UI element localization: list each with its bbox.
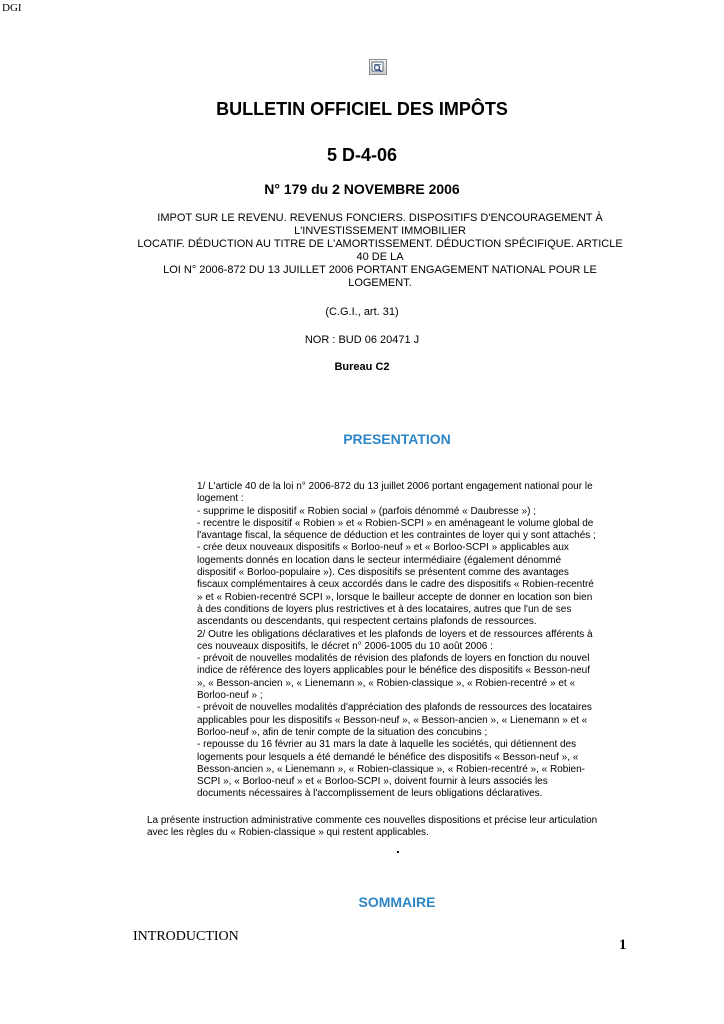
separator-dot: . [396, 840, 400, 856]
document-reference: 5 D-4-06 [326, 145, 398, 165]
search-document-button[interactable] [369, 59, 387, 75]
paragraph: - prévoit de nouvelles modalités de révision des plafonds de loyers en fonction du nouvel indice de référence des loyers applicables pour le bénéfice des dispositifs « Besson-neuf », « Besson-ancien », « Lienemann », « Robien-classique », « Robien-recentré » et « Borloo-neuf » ; [197, 653, 591, 702]
subject-line: IMPOT SUR LE REVENU. REVENUS FONCIERS. DISPOSITIFS D'ENCOURAGEMENT À L'INVESTISSEMENT IMMOBILIER [157, 212, 603, 237]
paragraph: 2/ Outre les obligations déclaratives et les plafonds de loyers et de ressources afférents à ces nouveaux dispositifs, le décret n° 2006-1005 du 10 août 2006 : [197, 628, 593, 652]
paragraph: - prévoit de nouvelles modalités d'appréciation des plafonds de ressources des locataires applicables pour les dispositifs « Besson-neuf », « Besson-ancien », « Lienemann » et « Borloo-neuf », afin de tenir compte de la situation des concubins ; [197, 702, 592, 738]
presentation-body [197, 481, 597, 801]
bureau-label: Bureau C2 [334, 361, 390, 373]
issue-number: N° 179 du 2 NOVEMBRE 2006 [264, 181, 460, 197]
subject-line: LOI N° 2006-872 DU 13 JUILLET 2006 PORTANT ENGAGEMENT NATIONAL POUR LE LOGEMENT. [163, 264, 597, 289]
toc-entry-introduction[interactable]: INTRODUCTION [133, 929, 239, 944]
agency-label: DGI [2, 2, 22, 14]
paragraph: 1/ L'article 40 de la loi n° 2006-872 du 13 juillet 2006 portant engagement national pour le logement : [197, 481, 593, 505]
paragraph: - supprime le dispositif « Robien social » (parfois dénommé « Daubresse ») ; [197, 505, 537, 517]
search-document-icon [371, 61, 385, 73]
nor-reference: NOR : BUD 06 20471 J [304, 334, 420, 346]
sommaire-heading: SOMMAIRE [358, 894, 436, 910]
presentation-heading: PRESENTATION [343, 431, 451, 447]
bulletin-title: BULLETIN OFFICIEL DES IMPÔTS [216, 99, 508, 119]
subject-line: LOCATIF. DÉDUCTION AU TITRE DE L'AMORTISSEMENT. DÉDUCTION SPÉCIFIQUE. ARTICLE 40 DE LA [137, 238, 623, 263]
paragraph: - crée deux nouveaux dispositifs « Borloo-neuf » et « Borloo-SCPI » applicables aux logements donnés en location dans le secteur intermédiaire (également dénommé dispositif « Borloo-populaire »). Ces dispositifs se présentent comme des avantages fiscaux complémentaires à ceux accordés dans le cadre des dispositifs « Robien-recentré » et « Robien-recentré SCPI », lorsque le bailleur accepte de donner en location son bien à des conditions de loyers plus restrictives et à des locataires, autres que l'un de ses ascendants ou descendants, qui respectent certains plafonds de ressources. [197, 542, 594, 628]
closing-paragraph: La présente instruction administrative commente ces nouvelles dispositions et précise leur articulation avec les règles du « Robien-classique » qui restent applicables. [147, 815, 598, 839]
cgi-reference: (C.G.I., art. 31) [325, 306, 399, 318]
paragraph: - repousse du 16 février au 31 mars la date à laquelle les sociétés, qui détiennent des logements pour lesquels a été demandé le bénéfice des dispositifs « Besson-neuf », « Besson-ancien », « Lienemann », « Robien-classique », « Robien-recentré », « Robien-SCPI », « Borloo-neuf » et « Borloo-SCPI », doivent fournir à leurs associés les documents nécessaires à l'accomplissement de leurs obligations déclaratives. [197, 739, 586, 800]
page-number: 1 [619, 937, 627, 953]
subject-block [130, 212, 630, 290]
paragraph: - recentre le dispositif « Robien » et « Robien-SCPI » en aménageant le volume global de l'avantage fiscal, la séquence de déduction et les contraintes de loyer qui y sont attachés ; [197, 517, 596, 542]
